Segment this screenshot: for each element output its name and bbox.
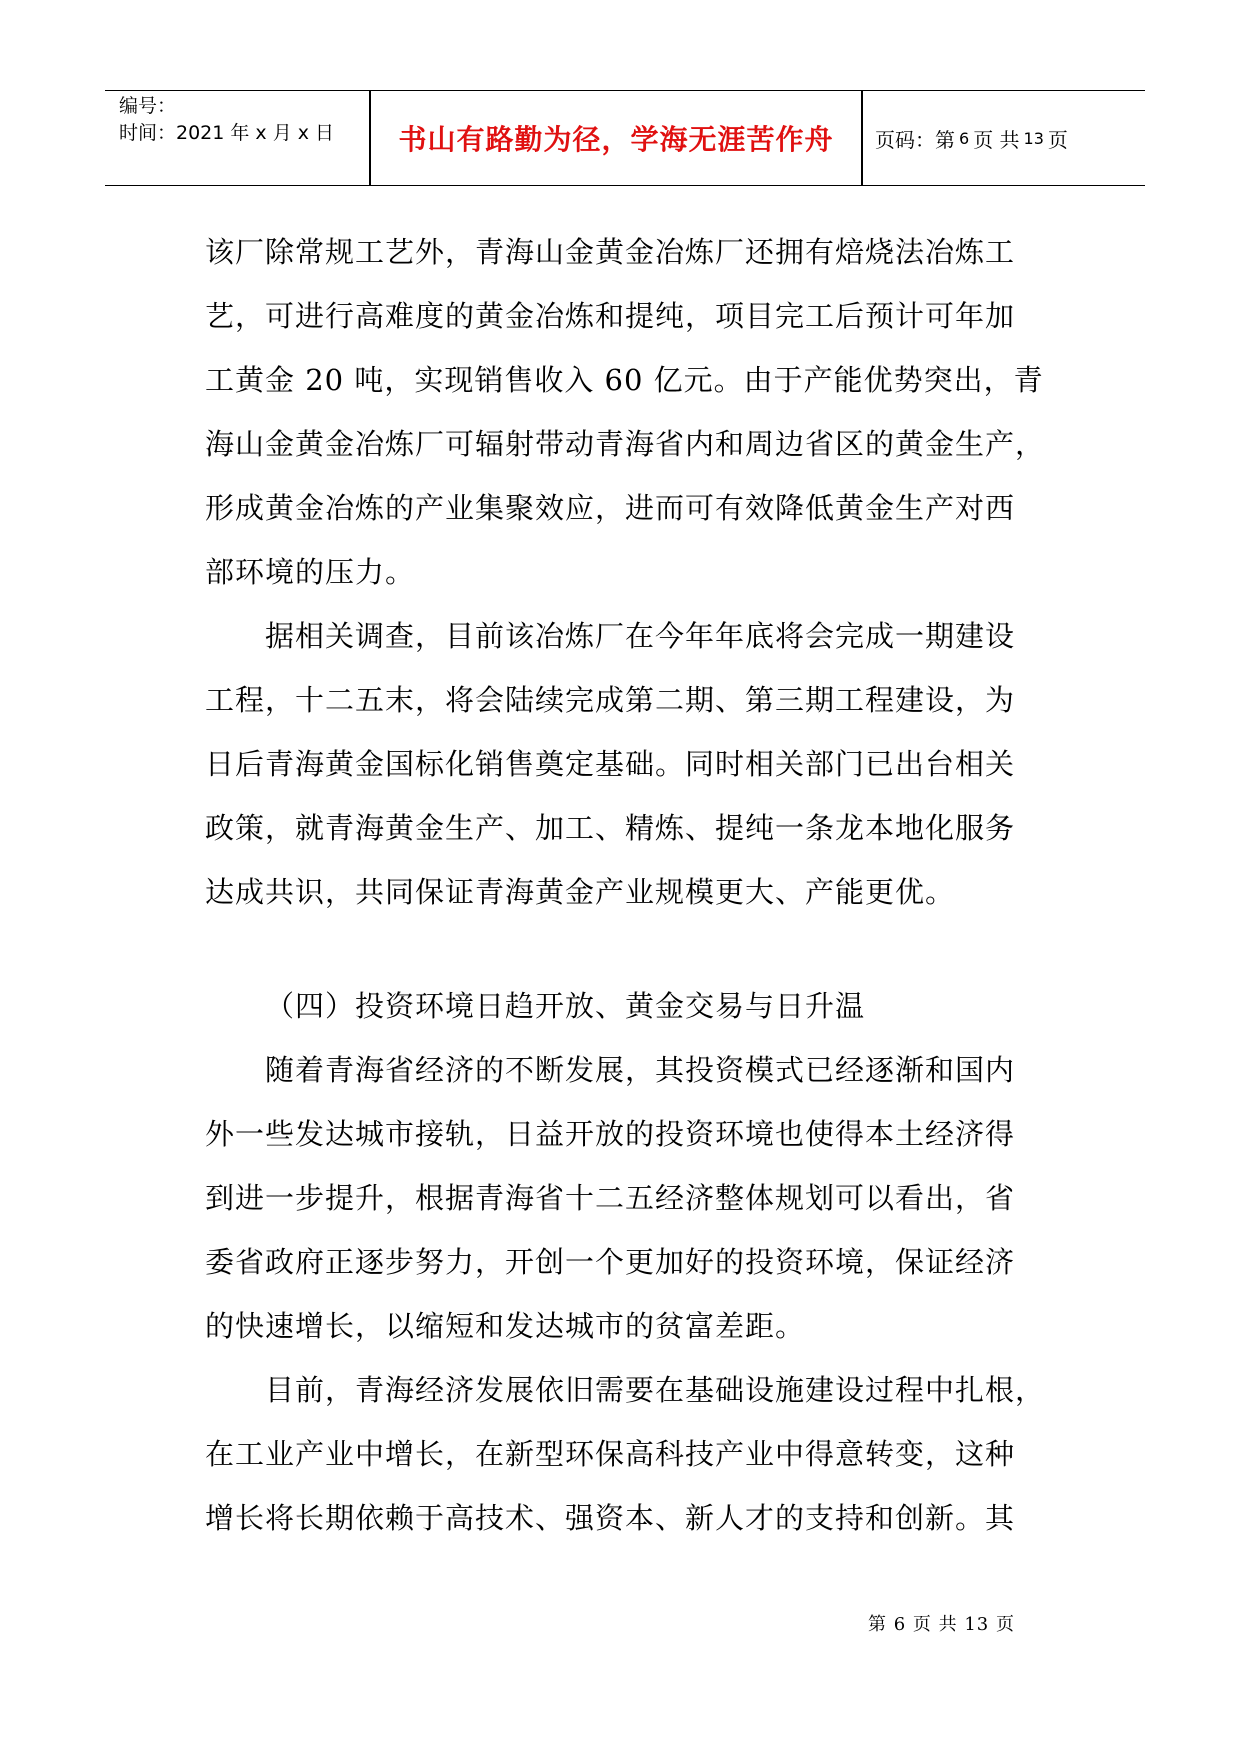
text-line: 到进一步提升，根据青海省十二五经济整体规划可以看出，省 <box>205 1181 1016 1215</box>
text-line: 艺，可进行高难度的黄金冶炼和提纯，项目完工后预计可年加 <box>205 299 1016 333</box>
document-number-label: 编号： <box>119 95 177 117</box>
text-line: 海山金黄金冶炼厂可辐射带动青海省内和周边省区的黄金生产， <box>205 427 1046 461</box>
page-footer: 第 6 页 共 13 页 <box>868 1614 1015 1635</box>
text-line: 委省政府正逐步努力，开创一个更加好的投资环境，保证经济 <box>205 1245 1016 1279</box>
paragraph <box>205 1358 1065 1550</box>
page-prefix: 页码：第 <box>875 127 955 152</box>
text-line: 在工业产业中增长，在新型环保高科技产业中得意转变，这种 <box>205 1437 1016 1471</box>
page-header <box>105 90 1145 186</box>
text-line: 工黄金 20 吨，实现销售收入 60 亿元。由于产能优势突出，青 <box>205 363 1044 397</box>
page-suffix: 页 <box>1047 127 1068 152</box>
text-line: 外一些发达城市接轨，日益开放的投资环境也使得本土经济得 <box>205 1117 1016 1151</box>
text-line: 的快速增长，以缩短和发达城市的贫富差距。 <box>205 1309 806 1343</box>
page-total: 13 <box>1023 128 1044 148</box>
document-body <box>205 220 1065 1550</box>
header-meta <box>119 93 369 183</box>
text-line: 随着青海省经济的不断发展，其投资模式已经逐渐和国内 <box>265 1053 1016 1087</box>
page-current: 6 <box>959 128 970 148</box>
section-heading: （四）投资环境日趋开放、黄金交易与日升温 <box>265 989 866 1023</box>
text-line: 形成黄金冶炼的产业集聚效应，进而可有效降低黄金生产对西 <box>205 491 1016 525</box>
text-line: 该厂除常规工艺外，青海山金黄金冶炼厂还拥有焙烧法冶炼工 <box>205 235 1016 269</box>
text-line: 政策，就青海黄金生产、加工、精炼、提纯一条龙本地化服务 <box>205 811 1016 845</box>
text-line: 目前，青海经济发展依旧需要在基础设施建设过程中扎根， <box>265 1373 1046 1407</box>
header-page-indicator <box>875 91 1068 185</box>
text-line: 日后青海黄金国标化销售奠定基础。同时相关部门已出台相关 <box>205 747 1016 781</box>
spacer <box>205 924 1065 974</box>
page-mid: 页 共 <box>973 127 1020 152</box>
header-motto: 书山有路勤为径，学海无涯苦作舟 <box>398 123 834 156</box>
text-line: 达成共识，共同保证青海黄金产业规模更大、产能更优。 <box>205 875 956 909</box>
header-divider <box>861 91 863 185</box>
text-line: 部环境的压力。 <box>205 555 416 589</box>
text-line: 据相关调查，目前该冶炼厂在今年年底将会完成一期建设 <box>265 619 1016 653</box>
paragraph <box>205 220 1065 604</box>
text-line: 增长将长期依赖于高技术、强资本、新人才的支持和创新。其 <box>205 1501 1016 1535</box>
text-line: 工程，十二五末，将会陆续完成第二期、第三期工程建设，为 <box>205 683 1016 717</box>
paragraph <box>205 604 1065 924</box>
paragraph <box>205 1038 1065 1358</box>
document-time: 时间：2021 年 x 月 x 日 <box>119 122 335 144</box>
